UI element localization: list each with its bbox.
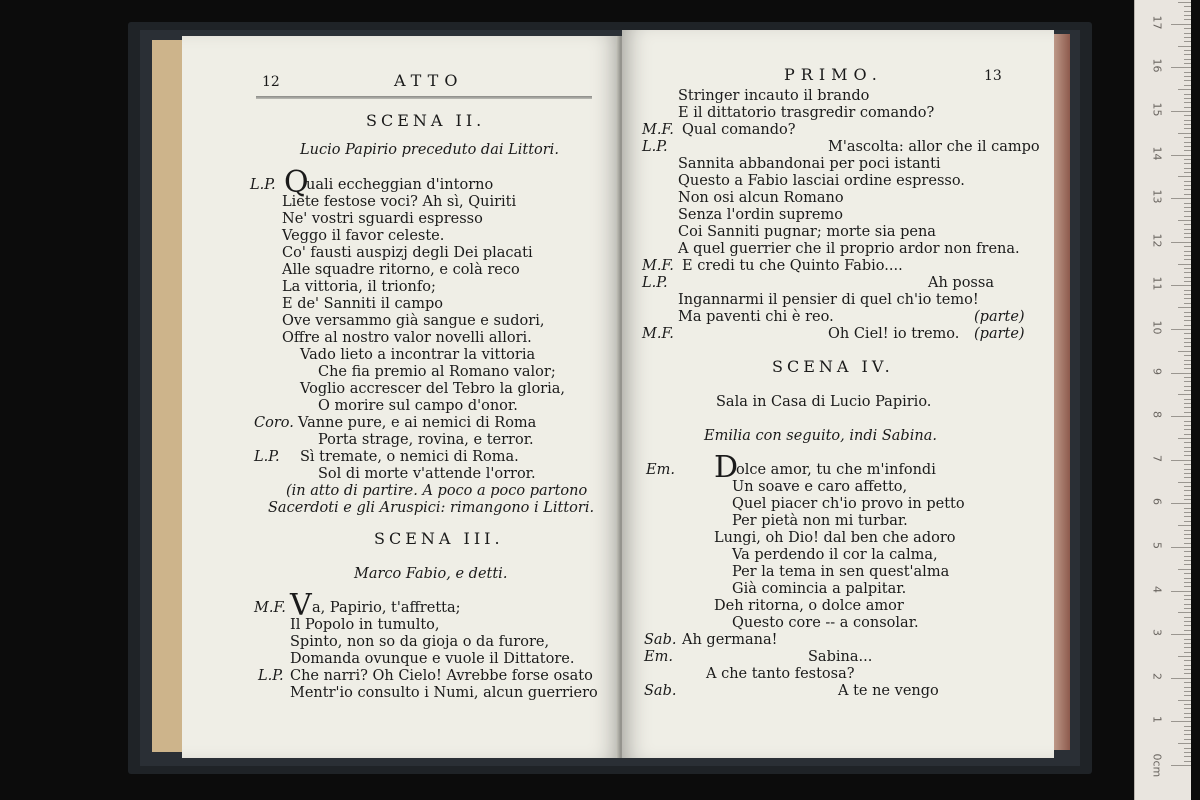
ruler-tick <box>1184 54 1191 55</box>
ruler-tick <box>1184 272 1191 273</box>
ruler-tick <box>1184 163 1191 164</box>
right-text-line: olce amor, tu che m'infondi <box>736 462 936 478</box>
ruler-tick <box>1184 421 1191 422</box>
ruler-tick <box>1184 381 1191 382</box>
ruler-tick <box>1171 591 1191 592</box>
ruler-tick <box>1184 137 1191 138</box>
ruler-label: 14 <box>1150 146 1164 161</box>
ruler-tick <box>1171 242 1191 243</box>
ruler-tick <box>1184 508 1191 509</box>
ruler-tick <box>1184 181 1191 182</box>
ruler-tick <box>1171 547 1191 548</box>
ruler-tick <box>1184 316 1191 317</box>
ruler-tick <box>1184 639 1191 640</box>
ruler-tick <box>1178 220 1191 221</box>
ruler-tick <box>1184 499 1191 500</box>
left-text-line: L.P. <box>258 668 284 684</box>
ruler-tick <box>1178 569 1191 570</box>
left-text-line: Che narri? Oh Cielo! Avrebbe forse osato <box>290 668 593 684</box>
ruler-tick <box>1184 107 1191 108</box>
ruler-tick <box>1184 19 1191 20</box>
ruler-tick <box>1184 281 1191 282</box>
ruler-tick <box>1184 368 1191 369</box>
ruler-tick <box>1178 264 1191 265</box>
ruler-tick <box>1184 543 1191 544</box>
ruler-tick <box>1184 717 1191 718</box>
ruler-tick <box>1184 76 1191 77</box>
page-number-left: 12 <box>262 74 280 90</box>
ruler-tick <box>1184 538 1191 539</box>
ruler-tick <box>1171 24 1191 25</box>
ruler-tick <box>1184 403 1191 404</box>
right-text-line: Stringer incauto il brando <box>678 88 870 104</box>
ruler-tick <box>1184 495 1191 496</box>
ruler-label: 1 <box>1150 716 1164 724</box>
ruler-tick <box>1184 320 1191 321</box>
right-text-line: Coi Sanniti pugnar; morte sia pena <box>678 224 936 240</box>
left-text-line: L.P. <box>250 177 276 193</box>
ruler-tick <box>1171 634 1191 635</box>
right-text-line: Sab. <box>644 683 677 699</box>
left-book-page <box>182 36 620 758</box>
right-text-line: M.F. <box>642 258 674 274</box>
ruler-tick <box>1171 678 1191 679</box>
ruler-tick <box>1171 503 1191 504</box>
left-text-line: Sì tremate, o nemici di Roma. <box>300 449 519 465</box>
ruler-tick <box>1184 455 1191 456</box>
ruler-label: 15 <box>1150 102 1164 117</box>
ruler-tick <box>1184 203 1191 204</box>
ruler-tick <box>1184 447 1191 448</box>
ruler-tick <box>1184 59 1191 60</box>
ruler-tick <box>1184 338 1191 339</box>
ruler-tick <box>1178 438 1191 439</box>
ruler-label: 10 <box>1150 320 1164 335</box>
running-head-left: ATTO <box>394 71 464 90</box>
ruler-tick <box>1184 277 1191 278</box>
ruler-tick <box>1178 176 1191 177</box>
ruler-tick <box>1184 739 1191 740</box>
ruler-label: 12 <box>1150 233 1164 248</box>
ruler-tick <box>1171 285 1191 286</box>
ruler-tick <box>1184 120 1191 121</box>
ruler-tick <box>1184 469 1191 470</box>
ruler-label: 11 <box>1150 276 1164 291</box>
ruler-label: 2 <box>1150 672 1164 680</box>
ruler-label: 4 <box>1150 585 1164 593</box>
ruler-tick <box>1184 11 1191 12</box>
ruler-tick <box>1184 682 1191 683</box>
ruler-tick <box>1178 743 1191 744</box>
ruler-tick <box>1184 687 1191 688</box>
ruler-tick <box>1184 734 1191 735</box>
left-text-line: Vanne pure, e ai nemici di Roma <box>298 415 537 431</box>
ruler-tick <box>1184 172 1191 173</box>
left-text-line: V <box>290 588 312 623</box>
head-rule <box>256 96 592 99</box>
ruler-tick <box>1184 573 1191 574</box>
right-text-line: Lungi, oh Dio! dal ben che adoro <box>714 530 956 546</box>
ruler-tick <box>1184 128 1191 129</box>
ruler-label: 13 <box>1150 189 1164 204</box>
left-text-line: Ove versammo già sangue e sudori, <box>282 313 545 329</box>
ruler-tick <box>1184 434 1191 435</box>
ruler-tick <box>1184 647 1191 648</box>
ruler-tick <box>1184 451 1191 452</box>
ruler-tick <box>1184 216 1191 217</box>
ruler-tick <box>1184 695 1191 696</box>
ruler-tick <box>1184 599 1191 600</box>
ruler-tick <box>1178 525 1191 526</box>
ruler-tick <box>1184 748 1191 749</box>
ruler-tick <box>1184 255 1191 256</box>
ruler-tick <box>1184 625 1191 626</box>
right-text-line: Va perdendo il cor la calma, <box>732 547 938 563</box>
left-text-line: Coro. <box>254 415 294 431</box>
right-text-line: M.F. <box>642 326 674 342</box>
ruler-tick <box>1184 399 1191 400</box>
left-text-line: (in atto di partire. A poco a poco partono <box>286 483 588 499</box>
ruler-tick <box>1184 530 1191 531</box>
right-text-line: D <box>714 450 739 485</box>
right-text-line: Per pietà non mi turbar. <box>732 513 908 529</box>
ruler-tick <box>1184 159 1191 160</box>
ruler-tick <box>1184 578 1191 579</box>
ruler-tick <box>1184 412 1191 413</box>
ruler-label: 16 <box>1150 58 1164 73</box>
ruler-tick <box>1184 360 1191 361</box>
ruler-tick <box>1184 429 1191 430</box>
right-text-line: Non osi alcun Romano <box>678 190 844 206</box>
right-text-line: SCENA IV. <box>772 357 894 376</box>
ruler-tick <box>1184 442 1191 443</box>
left-text-line: Sacerdoti e gli Aruspici: rimangono i Littori. <box>268 500 595 516</box>
right-text-line: (parte) <box>974 309 1025 325</box>
right-text-line: Senza l'ordin supremo <box>678 207 843 223</box>
right-text-line: Questo a Fabio lasciai ordine espresso. <box>678 173 965 189</box>
ruler-tick <box>1184 233 1191 234</box>
left-text-line: Domanda ovunque e vuole il Dittatore. <box>290 651 575 667</box>
ruler-tick <box>1178 700 1191 701</box>
ruler-tick <box>1178 133 1191 134</box>
left-text-line: M.F. <box>254 600 286 616</box>
ruler-tick <box>1178 46 1191 47</box>
ruler-tick <box>1184 407 1191 408</box>
ruler-tick <box>1184 704 1191 705</box>
ruler-tick <box>1171 155 1191 156</box>
ruler-tick <box>1184 194 1191 195</box>
ruler-tick <box>1171 111 1191 112</box>
left-text-line: Co' fausti auspizj degli Dei placati <box>282 245 533 261</box>
left-text-line: Porta strage, rovina, e terror. <box>318 432 534 448</box>
left-text-line: O morire sul campo d'onor. <box>318 398 518 414</box>
right-text-line: Ingannarmi il pensier di quel ch'io temo! <box>678 292 979 308</box>
right-text-line: Sannita abbandonai per poci istanti <box>678 156 941 172</box>
ruler-tick <box>1184 377 1191 378</box>
ruler-tick <box>1184 560 1191 561</box>
ruler-tick <box>1184 660 1191 661</box>
left-text-line: Offre al nostro valor novelli allori. <box>282 330 532 346</box>
right-text-line: Sabina... <box>808 649 873 665</box>
ruler-tick <box>1184 268 1191 269</box>
right-text-line: Già comincia a palpitar. <box>732 581 907 597</box>
page-number-right: 13 <box>984 68 1002 84</box>
left-text-line: SCENA III. <box>374 529 504 548</box>
ruler-tick <box>1184 211 1191 212</box>
ruler-tick <box>1184 37 1191 38</box>
ruler-tick <box>1184 551 1191 552</box>
ruler-label: 6 <box>1150 498 1164 506</box>
left-text-line: Vado lieto a incontrar la vittoria <box>300 347 536 363</box>
ruler-label: 9 <box>1150 367 1164 375</box>
ruler-tick <box>1178 307 1191 308</box>
left-text-line: Sol di morte v'attende l'orror. <box>318 466 536 482</box>
ruler-tick <box>1184 290 1191 291</box>
ruler-tick <box>1184 146 1191 147</box>
ruler-tick <box>1171 373 1191 374</box>
ruler-tick <box>1184 259 1191 260</box>
right-text-line: Sab. <box>644 632 677 648</box>
left-text-line: a, Papirio, t'affretta; <box>312 600 461 616</box>
left-text-line: Marco Fabio, e detti. <box>354 566 508 582</box>
ruler-tick <box>1184 604 1191 605</box>
ruler-tick <box>1184 708 1191 709</box>
right-text-line: A te ne vengo <box>838 683 939 699</box>
left-text-line: Q <box>284 165 309 200</box>
ruler-tick <box>1184 556 1191 557</box>
ruler-tick <box>1184 608 1191 609</box>
ruler-tick <box>1184 251 1191 252</box>
running-head-right: PRIMO. <box>784 65 883 84</box>
ruler-tick <box>1184 630 1191 631</box>
right-text-line: M.F. <box>642 122 674 138</box>
ruler-label: 0cm <box>1150 753 1164 778</box>
ruler-tick <box>1184 617 1191 618</box>
ruler-tick <box>1184 595 1191 596</box>
ruler-tick <box>1184 621 1191 622</box>
ruler-tick <box>1184 142 1191 143</box>
right-text-line: L.P. <box>642 139 668 155</box>
ruler-tick <box>1184 669 1191 670</box>
ruler-tick <box>1184 63 1191 64</box>
left-text-line: Veggo il favor celeste. <box>282 228 445 244</box>
right-text-line: Deh ritorna, o dolce amor <box>714 598 904 614</box>
right-text-line: Em. <box>646 462 675 478</box>
left-text-line: Alle squadre ritorno, e colà reco <box>282 262 520 278</box>
ruler-tick <box>1184 207 1191 208</box>
ruler-tick <box>1184 486 1191 487</box>
ruler-tick <box>1184 490 1191 491</box>
ruler-tick <box>1178 2 1191 3</box>
ruler-tick <box>1171 721 1191 722</box>
ruler-tick <box>1184 652 1191 653</box>
ruler-tick <box>1184 364 1191 365</box>
left-text-line: Che fia premio al Romano valor; <box>318 364 556 380</box>
right-text-line: L.P. <box>642 275 668 291</box>
ruler-tick <box>1171 329 1191 330</box>
ruler-tick <box>1184 85 1191 86</box>
ruler-tick <box>1178 612 1191 613</box>
right-text-line: Qual comando? <box>682 122 796 138</box>
ruler-tick <box>1184 673 1191 674</box>
ruler-tick <box>1184 115 1191 116</box>
ruler-tick <box>1184 516 1191 517</box>
ruler-tick <box>1178 394 1191 395</box>
right-text-line: Emilia con seguito, indi Sabina. <box>704 428 937 444</box>
left-text-line: Voglio accrescer del Tebro la gloria, <box>300 381 566 397</box>
right-text-line: E il dittatorio trasgredir comando? <box>678 105 935 121</box>
right-text-line: Per la tema in sen quest'alma <box>732 564 950 580</box>
measurement-ruler <box>1134 0 1191 800</box>
left-text-line: E de' Sanniti il campo <box>282 296 444 312</box>
right-text-line: Ah germana! <box>682 632 778 648</box>
ruler-tick <box>1184 582 1191 583</box>
ruler-tick <box>1184 229 1191 230</box>
ruler-tick <box>1184 713 1191 714</box>
ruler-tick <box>1171 416 1191 417</box>
right-text-line: Ma paventi chi è reo. <box>678 309 834 325</box>
right-text-line: Quel piacer ch'io provo in petto <box>732 496 965 512</box>
left-text-line: Liete festose voci? Ah sì, Quiriti <box>282 194 517 210</box>
left-text-line: uali eccheggian d'intorno <box>306 177 494 193</box>
right-text-line: Oh Ciel! io tremo. <box>828 326 960 342</box>
ruler-tick <box>1184 756 1191 757</box>
ruler-tick <box>1184 730 1191 731</box>
ruler-tick <box>1184 425 1191 426</box>
ruler-tick <box>1171 460 1191 461</box>
left-text-line: Ne' vostri sguardi espresso <box>282 211 483 227</box>
right-text-line: M'ascolta: allor che il campo <box>828 139 1040 155</box>
ruler-tick <box>1184 464 1191 465</box>
ruler-tick <box>1184 564 1191 565</box>
ruler-tick <box>1184 94 1191 95</box>
right-text-line: E credi tu che Quinto Fabio.... <box>682 258 903 274</box>
ruler-tick <box>1184 355 1191 356</box>
ruler-tick <box>1184 512 1191 513</box>
ruler-label: 5 <box>1150 542 1164 549</box>
left-text-line: Mentr'io consulto i Numi, alcun guerriero <box>290 685 598 701</box>
ruler-tick <box>1184 80 1191 81</box>
ruler-tick <box>1184 237 1191 238</box>
ruler-tick <box>1184 15 1191 16</box>
left-text-line: L.P. <box>254 449 280 465</box>
ruler-tick <box>1184 98 1191 99</box>
right-text-line: Un soave e caro affetto, <box>732 479 908 495</box>
ruler-tick <box>1184 189 1191 190</box>
ruler-tick <box>1184 246 1191 247</box>
ruler-tick <box>1184 33 1191 34</box>
ruler-tick <box>1184 390 1191 391</box>
ruler-tick <box>1184 325 1191 326</box>
right-book-page <box>622 30 1054 758</box>
ruler-label: 8 <box>1150 411 1164 419</box>
ruler-tick <box>1184 6 1191 7</box>
left-text-line: Spinto, non so da gioja o da furore, <box>290 634 550 650</box>
ruler-tick <box>1184 185 1191 186</box>
left-cover-edge <box>152 40 186 752</box>
ruler-tick <box>1184 298 1191 299</box>
ruler-tick <box>1184 521 1191 522</box>
ruler-label: 3 <box>1150 629 1164 637</box>
ruler-tick <box>1184 473 1191 474</box>
ruler-label: 17 <box>1150 15 1164 30</box>
ruler-tick <box>1178 89 1191 90</box>
right-text-line: Sala in Casa di Lucio Papirio. <box>716 394 932 410</box>
ruler-tick <box>1184 761 1191 762</box>
ruler-tick <box>1184 477 1191 478</box>
ruler-tick <box>1184 752 1191 753</box>
right-text-line: Em. <box>644 649 673 665</box>
ruler-tick <box>1184 303 1191 304</box>
left-text-line: Lucio Papirio preceduto dai Littori. <box>300 142 559 158</box>
ruler-tick <box>1171 67 1191 68</box>
ruler-tick <box>1178 656 1191 657</box>
ruler-tick <box>1178 482 1191 483</box>
ruler-tick <box>1184 102 1191 103</box>
ruler-tick <box>1184 726 1191 727</box>
ruler-tick <box>1184 124 1191 125</box>
ruler-tick <box>1178 351 1191 352</box>
ruler-tick <box>1184 50 1191 51</box>
ruler-tick <box>1184 643 1191 644</box>
ruler-tick <box>1184 534 1191 535</box>
right-text-line: Ah possa <box>928 275 994 291</box>
left-text-line: La vittoria, il trionfo; <box>282 279 436 295</box>
left-text-line: SCENA II. <box>366 111 486 130</box>
ruler-label: 7 <box>1150 454 1164 462</box>
ruler-tick <box>1184 333 1191 334</box>
ruler-tick <box>1184 224 1191 225</box>
left-text-line: Il Popolo in tumulto, <box>290 617 440 633</box>
ruler-tick <box>1184 41 1191 42</box>
ruler-tick <box>1184 346 1191 347</box>
ruler-tick <box>1184 72 1191 73</box>
ruler-tick <box>1171 198 1191 199</box>
ruler-tick <box>1184 386 1191 387</box>
ruler-tick <box>1184 691 1191 692</box>
ruler-tick <box>1184 294 1191 295</box>
ruler-tick <box>1171 765 1191 766</box>
right-text-line: A che tanto festosa? <box>706 666 855 682</box>
right-text-line: A quel guerrier che il proprio ardor non frena. <box>678 241 1020 257</box>
ruler-tick <box>1184 665 1191 666</box>
ruler-tick <box>1184 150 1191 151</box>
ruler-tick <box>1184 342 1191 343</box>
ruler-tick <box>1184 168 1191 169</box>
right-text-line: Questo core -- a consolar. <box>732 615 919 631</box>
right-text-line: (parte) <box>974 326 1025 342</box>
ruler-tick <box>1184 28 1191 29</box>
ruler-tick <box>1184 312 1191 313</box>
ruler-tick <box>1184 586 1191 587</box>
